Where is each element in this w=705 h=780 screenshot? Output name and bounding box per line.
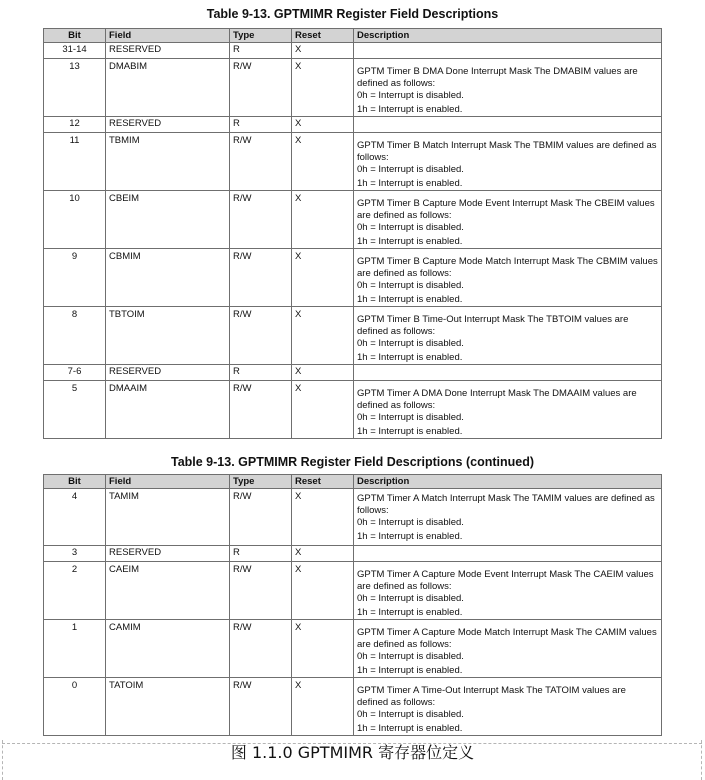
cell-field: RESERVED [106,546,230,562]
description-option-1h: 1h = Interrupt is enabled. [357,351,463,363]
cell-field: RESERVED [106,117,230,133]
cell-type: R [230,43,292,59]
table-row [44,489,662,546]
cell-bit: 12 [44,117,106,133]
cell-reset: X [292,678,354,736]
cell-description [354,249,662,307]
cell-field: CAMIM [106,620,230,678]
cell-reset: X [292,562,354,620]
cell-type: R/W [230,307,292,365]
cell-field: CAEIM [106,562,230,620]
cell-reset: X [292,381,354,439]
cell-type: R [230,546,292,562]
description-option-1h: 1h = Interrupt is enabled. [357,235,463,247]
table-row [44,365,662,381]
description-text: GPTM Timer B DMA Done Interrupt Mask The DMABIM values are defined as follows: [357,66,638,89]
table-row [44,59,662,117]
description-text: GPTM Timer A Capture Mode Match Interrupt Mask The CAMIM values are defined as follows: [357,627,657,650]
cell-type: R/W [230,59,292,117]
cell-reset: X [292,249,354,307]
cell-field: DMAAIM [106,381,230,439]
cell-bit: 10 [44,191,106,249]
cell-type: R [230,117,292,133]
description-option-1h: 1h = Interrupt is enabled. [357,606,463,618]
cell-description [354,365,662,381]
cell-bit: 1 [44,620,106,678]
cell-description [354,59,662,117]
cell-type: R/W [230,381,292,439]
table-header-row [44,475,662,489]
register-table-1 [43,28,662,439]
cell-description [354,43,662,59]
header-field: Field [106,29,230,43]
description-text: GPTM Timer B Capture Mode Match Interrupt Mask The CBMIM values are defined as follows: [357,256,658,279]
cell-description [354,546,662,562]
register-table-2 [43,474,662,736]
description-text: GPTM Timer B Match Interrupt Mask The TBMIM values are defined as follows: [357,140,657,163]
header-field: Field [106,475,230,489]
table-row [44,43,662,59]
cell-reset: X [292,620,354,678]
description-option-0h: 0h = Interrupt is disabled. [357,338,464,349]
cell-bit: 9 [44,249,106,307]
cell-type: R/W [230,249,292,307]
cell-reset: X [292,365,354,381]
cell-description [354,117,662,133]
description-text: GPTM Timer B Capture Mode Event Interrupt Mask The CBEIM values are defined as follows: [357,198,655,221]
table-row [44,546,662,562]
description-option-0h: 0h = Interrupt is disabled. [357,164,464,175]
table-row [44,117,662,133]
cell-description [354,562,662,620]
table-row [44,133,662,191]
cell-reset: X [292,59,354,117]
header-bit: Bit [44,29,106,43]
cell-bit: 2 [44,562,106,620]
cell-bit: 8 [44,307,106,365]
header-description: Description [354,29,662,43]
description-option-1h: 1h = Interrupt is enabled. [357,530,463,542]
description-option-0h: 0h = Interrupt is disabled. [357,709,464,720]
figure-caption: 图 1.1.0 GPTMIMR 寄存器位定义 [230,743,475,762]
header-description: Description [354,475,662,489]
table-header-row [44,29,662,43]
description-text: GPTM Timer A DMA Done Interrupt Mask The DMAAIM values are defined as follows: [357,388,637,411]
table-row [44,191,662,249]
description-option-0h: 0h = Interrupt is disabled. [357,222,464,233]
cell-description [354,381,662,439]
cell-field: TBMIM [106,133,230,191]
cell-type: R/W [230,191,292,249]
cell-field: RESERVED [106,365,230,381]
cell-field: TAMIM [106,489,230,546]
table1-title: Table 9-13. GPTMIMR Register Field Descriptions [206,7,499,21]
cell-bit: 0 [44,678,106,736]
cell-bit: 4 [44,489,106,546]
cell-reset: X [292,117,354,133]
description-option-1h: 1h = Interrupt is enabled. [357,177,463,189]
header-bit: Bit [44,475,106,489]
cell-field: RESERVED [106,43,230,59]
cell-reset: X [292,43,354,59]
header-reset: Reset [292,475,354,489]
table-row [44,620,662,678]
cell-description [354,489,662,546]
cell-field: TATOIM [106,678,230,736]
cell-type: R/W [230,562,292,620]
description-option-1h: 1h = Interrupt is enabled. [357,293,463,305]
table-row [44,249,662,307]
cell-description [354,678,662,736]
cell-bit: 7-6 [44,365,106,381]
description-option-1h: 1h = Interrupt is enabled. [357,664,463,676]
description-option-0h: 0h = Interrupt is disabled. [357,90,464,101]
cell-type: R/W [230,489,292,546]
cell-bit: 31-14 [44,43,106,59]
description-text: GPTM Timer B Time-Out Interrupt Mask The TBTOIM values are defined as follows: [357,314,629,337]
cell-field: TBTOIM [106,307,230,365]
table-row [44,562,662,620]
description-text: GPTM Timer A Time-Out Interrupt Mask The TATOIM values are defined as follows: [357,685,626,708]
table-row [44,381,662,439]
cell-bit: 13 [44,59,106,117]
description-option-1h: 1h = Interrupt is enabled. [357,425,463,437]
description-text: GPTM Timer A Match Interrupt Mask The TAMIM values are defined as follows: [357,493,655,516]
cell-field: CBEIM [106,191,230,249]
cell-description [354,133,662,191]
table2-title: Table 9-13. GPTMIMR Register Field Descriptions (continued) [170,455,534,469]
cell-bit: 3 [44,546,106,562]
table-row [44,307,662,365]
cell-description [354,191,662,249]
description-text: GPTM Timer A Capture Mode Event Interrupt Mask The CAEIM values are defined as follows: [357,569,654,592]
cell-bit: 5 [44,381,106,439]
cell-reset: X [292,307,354,365]
description-option-0h: 0h = Interrupt is disabled. [357,651,464,662]
cell-bit: 11 [44,133,106,191]
cell-type: R/W [230,133,292,191]
cell-reset: X [292,489,354,546]
description-option-1h: 1h = Interrupt is enabled. [357,103,463,115]
cell-reset: X [292,191,354,249]
table-row [44,678,662,736]
header-type: Type [230,475,292,489]
cell-type: R [230,365,292,381]
cell-description [354,620,662,678]
cell-field: CBMIM [106,249,230,307]
cell-field: DMABIM [106,59,230,117]
header-reset: Reset [292,29,354,43]
description-option-1h: 1h = Interrupt is enabled. [357,722,463,734]
description-option-0h: 0h = Interrupt is disabled. [357,412,464,423]
cell-description [354,307,662,365]
description-option-0h: 0h = Interrupt is disabled. [357,280,464,291]
description-option-0h: 0h = Interrupt is disabled. [357,517,464,528]
cell-type: R/W [230,678,292,736]
header-type: Type [230,29,292,43]
cell-reset: X [292,546,354,562]
cell-type: R/W [230,620,292,678]
cell-reset: X [292,133,354,191]
description-option-0h: 0h = Interrupt is disabled. [357,593,464,604]
